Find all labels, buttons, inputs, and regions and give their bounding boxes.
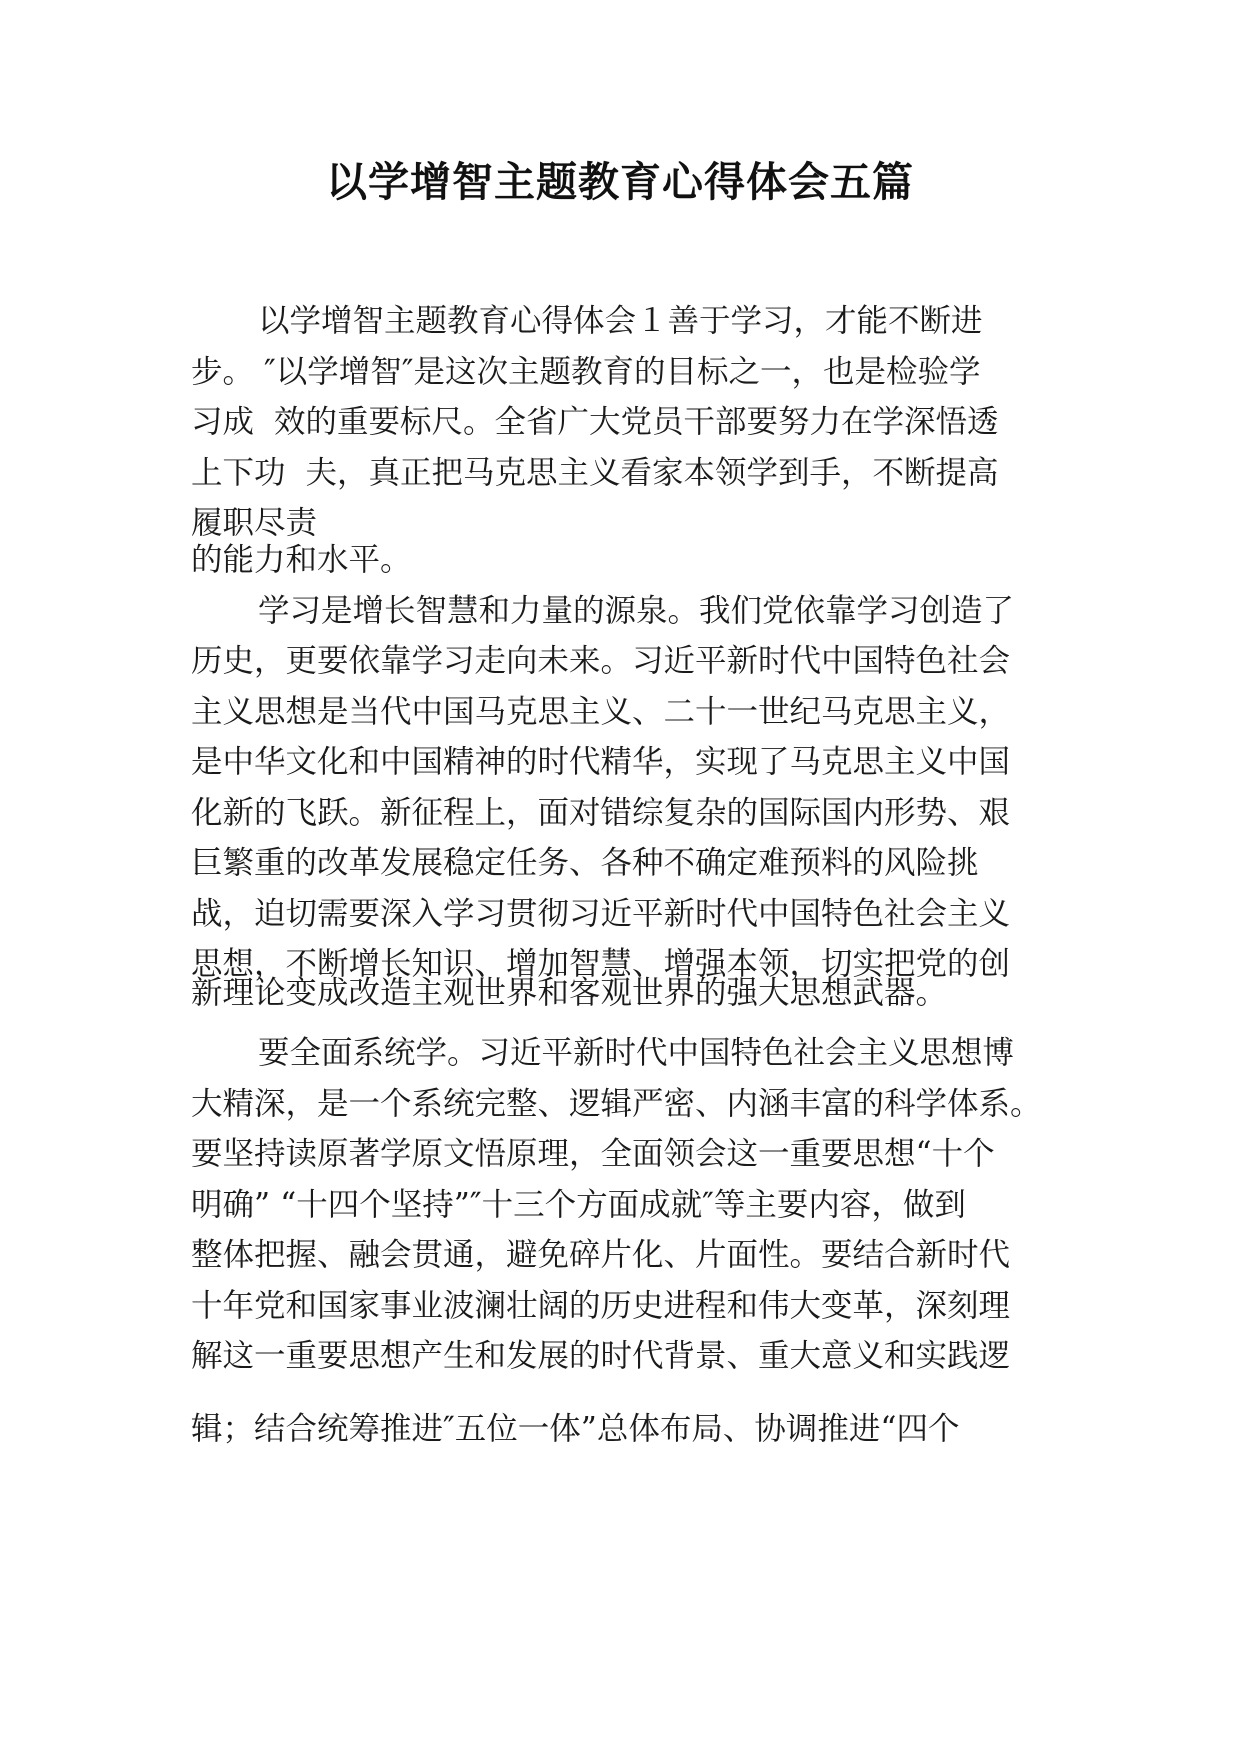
text-line: 思想，不断增长知识、增加智慧、增强本领，切实把党的创 xyxy=(191,946,1011,982)
text-line: 以学增智主题教育心得体会１善于学习，才能不断进 xyxy=(258,303,983,339)
text-line: 要全面系统学。习近平新时代中国特色社会主义思想博 xyxy=(258,1035,1015,1071)
text-line: 学习是增长智慧和力量的源泉。我们党依靠学习创造了 xyxy=(258,592,1015,629)
paragraph-intro xyxy=(191,296,1063,549)
text-line: 习成 效的重要标尺。全省广大党员干部要努力在学深悟透 xyxy=(191,404,999,440)
text-line: 化新的飞跃。新征程上，面对错综复杂的国际国内形势、艰 xyxy=(191,794,1011,831)
text-line: 步。 ″以学增智″是这次主题教育的目标之一，也是检验学 xyxy=(191,353,981,390)
document-title: 以学增智主题教育心得体会五篇 xyxy=(326,158,914,206)
text-line: 巨繁重的改革发展稳定任务、各种不确定难预料的风险挑 xyxy=(191,845,979,881)
paragraph-systematic xyxy=(191,1028,1063,1382)
text-line: 战，迫切需要深入学习贯彻习近平新时代中国特色社会主义 xyxy=(191,895,1011,932)
text-line: 是中华文化和中国精神的时代精华，实现了马克思主义中国 xyxy=(191,744,1011,780)
paragraph-systematic-end xyxy=(191,1404,1063,1455)
text-line: 历史，更要依靠学习走向未来。习近平新时代中国特色社会 xyxy=(191,643,1011,679)
text-line: 要坚持读原著学原文悟原理，全面领会这一重要思想“十个 xyxy=(191,1136,995,1172)
text-line: 明确” “十四个坚持”″十三个方面成就″等主要内容，做到 xyxy=(191,1186,966,1223)
text-line: 大精深，是一个系统完整、逻辑严密、内涵丰富的科学体系。 xyxy=(191,1085,1042,1122)
paragraph-learning xyxy=(191,535,1063,990)
text-line: 十年党和国家事业波澜壮阔的历史进程和伟大变革，深刻理 xyxy=(191,1287,1011,1324)
text-line: 辑；结合统筹推进″五位一体”总体布局、协调推进“四个 xyxy=(191,1411,960,1447)
text-line: 履职尽责 xyxy=(191,505,318,541)
text-line: 新理论变成改造主观世界和客观世界的强大思想武器。 xyxy=(191,975,948,1011)
text-line: 解这一重要思想产生和发展的时代背景、重大意义和实践逻 xyxy=(191,1338,1011,1374)
text-line: 主义思想是当代中国马克思主义、二十一世纪马克思主义， xyxy=(191,693,1011,730)
text-line: 的能力和水平。 xyxy=(191,542,412,578)
paragraph-learning-end xyxy=(191,968,1063,1019)
text-line: 上下功 夫，真正把马克思主义看家本领学到手，不断提高 xyxy=(191,454,999,491)
text-line: 整体把握、融会贯通，避免碎片化、片面性。要结合新时代 xyxy=(191,1237,1011,1273)
